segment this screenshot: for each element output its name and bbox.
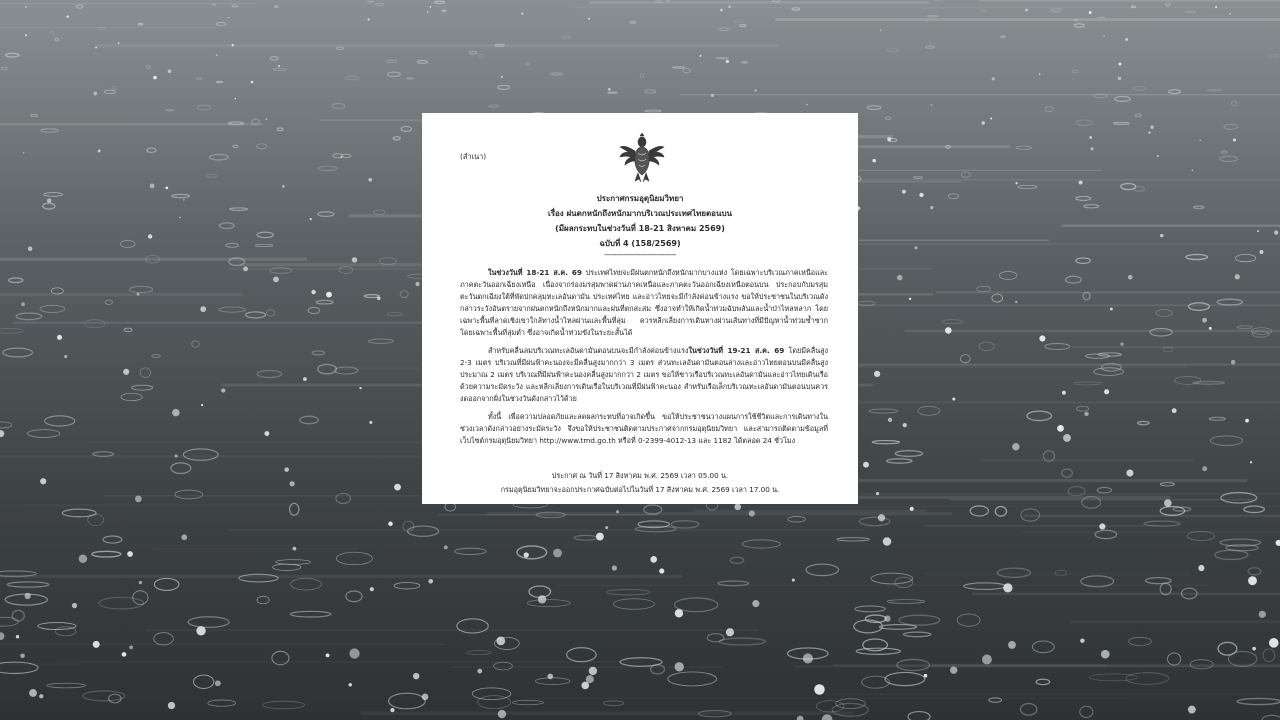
- sea-period: ในช่วงวันที่ 19-21 ส.ค. 69: [688, 346, 785, 355]
- sea-text-tail: โดยมีคลื่นสูง 2-3 เมตร บริเวณที่มีฝนฟ้าคะนองจะมีคลื่นสูงมากกว่า 3 เมตร ส่วนทะเลอันดามันตอนล่างและอ่าวไทยตอนบนมีคลื่นสูงประมาณ 2 เมตร บริเวณที่มีฝนฟ้าคะนองคลื่นสูงมากกว่า 2 เมตร ขอให้ชาวเรือบริเวณทะเลอันดามันและอ่าวไทยเดินเรือด้วยความระมัดระวัง และหลีกเลี่ยงการเดินเรือในบริเวณที่มีฝนฟ้าคะนอง สำหรับเรือเล็กบริเวณทะเลอันดามันตอนบนควรงดออกจากฝั่งในช่วงวันดังกล่าวไว้ด้วย: [460, 346, 828, 403]
- announcement-header: [422, 191, 858, 259]
- copy-mark: (สำเนา): [460, 152, 487, 161]
- subject-line: เรื่อง ฝนตกหนักถึงหนักมากบริเวณประเทศไทยตอนบน: [547, 209, 733, 218]
- agency-title: ประกาศกรมอุตุนิยมวิทยา: [596, 194, 684, 203]
- header-separator: ------------------------------: [604, 250, 676, 259]
- forecast-text: ประเทศไทยจะมีฝนตกหนักถึงหนักมากบางแห่ง โดยเฉพาะบริเวณภาคเหนือและภาคตะวันออกเฉียงเหนือ เนื่องจากร่องมรสุมพาดผ่านภาคเหนือและภาคตะวันออกเฉียงเหนือตอนบน ประกอบกับมรสุมตะวันตกเฉียงใต้ที่พัดปกคลุมทะเลอันดามัน ประเทศไทย และอ่าวไทยจะมีกำลังค่อนข้างแรง ขอให้ประชาชนในบริเวณดังกล่าวระวังอันตรายจากฝนตกหนักถึงหนักมากและฝนที่ตกสะสม ซึ่งอาจทำให้เกิดน้ำท่วมฉับพลันและน้ำป่าไหลหลาก โดยเฉพาะพื้นที่ลาดเชิงเขาใกล้ทางน้ำไหลผ่านและพื้นที่ลุ่ม ควรหลีกเลี่ยงการเดินทางผ่านเส้นทางที่มีปัญหาน้ำท่วมซ้ำซาก โดยเฉพาะพื้นที่ลุ่มต่ำ ซึ่งอาจเกิดน้ำท่วมขังในระยะสั้นได้: [460, 268, 829, 337]
- paragraph-sea-conditions: [460, 345, 828, 405]
- paragraph-forecast: [460, 267, 828, 339]
- paragraph-advice: [460, 411, 828, 447]
- announced-date: ประกาศ ณ วันที่ 17 สิงหาคม พ.ศ. 2569 เวลา 05.00 น.: [551, 471, 729, 480]
- issue-number: ฉบับที่ 4 (158/2569): [599, 239, 681, 248]
- next-issue-date: กรมอุตุนิยมวิทยาจะออกประกาศฉบับต่อไปในวันที่ 17 สิงหาคม พ.ศ. 2569 เวลา 17.00 น.: [500, 485, 780, 494]
- sea-text: สำหรับคลื่นลมบริเวณทะเลอันดามันตอนบนจะมีกำลังค่อนข้างแรง: [488, 346, 689, 355]
- announcement-body: [460, 267, 828, 453]
- affected-period: (มีผลกระทบในช่วงวันที่ 18-21 สิงหาคม 2569): [555, 224, 725, 233]
- announcement-footer: [422, 469, 858, 497]
- weather-announcement-document: [422, 113, 858, 504]
- forecast-period: ในช่วงวันที่ 18-21 ส.ค. 69: [488, 268, 582, 277]
- advice-text: ทั้งนี้ เพื่อความปลอดภัยและลดผลกระทบที่อาจเกิดขึ้น ขอให้ประชาชนวางแผนการใช้ชีวิตและการเดินทางในช่วงเวลาดังกล่าวอย่างระมัดระวัง จึงขอให้ประชาชนติดตามประกาศจากกรมอุตุนิยมวิทยา และสามารถติดตามข้อมูลที่เว็บไซต์กรมอุตุนิยมวิทยา http://www.tmd.go.th หรือที่ 0-2399-4012-13 และ 1182 ได้ตลอด 24 ชั่วโมง: [460, 412, 828, 445]
- garuda-emblem-icon: [618, 133, 666, 183]
